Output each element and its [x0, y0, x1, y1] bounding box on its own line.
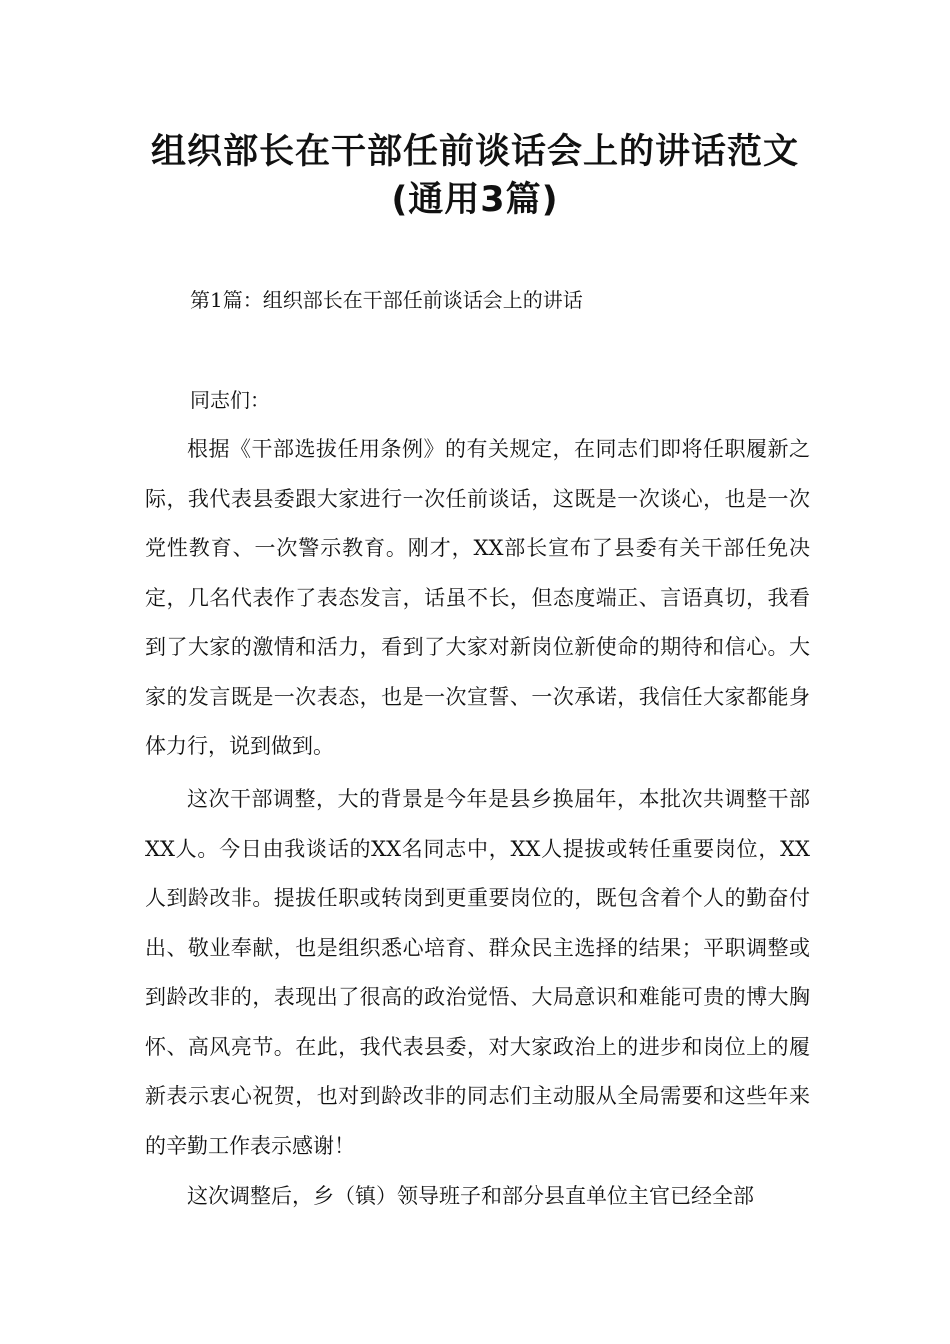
body-paragraph: 这次干部调整，大的背景是今年是县乡换届年，本批次共调整干部XX人。今日由我谈话的XX名同志中，XX人提拔或转任重要岗位，XX人到龄改非。提拔任职或转岗到更重要岗位的，既包含着个人的勤奋付出、敬业奉献，也是组织悉心培育、群众民主选择的结果；平职调整或到龄改非的，表现出了很高的政治觉悟、大局意识和难能可贵的博大胸怀、高风亮节。在此，我代表县委，对大家政治上的进步和岗位上的履新表示衷心祝贺，也对到龄改非的同志们主动服从全局需要和这些年来的辛勤工作表示感谢！	[145, 787, 810, 1158]
document-title: 组织部长在干部任前谈话会上的讲话范文(通用3篇)	[150, 132, 799, 220]
body-paragraph: 这次调整后，乡（镇）领导班子和部分县直单位主官已经全部	[187, 1184, 754, 1208]
body-paragraph: 根据《干部选拔任用条例》的有关规定，在同志们即将任职履新之际，我代表县委跟大家进行一次任前谈话，这既是一次谈心，也是一次党性教育、一次警示教育。刚才，XX部长宣布了县委有关干部任免决定，几名代表作了表态发言，话虽不长，但态度端正、言语真切，我看到了大家的激情和活力，看到了大家对新岗位新使命的期待和信心。大家的发言既是一次表态，也是一次宣誓、一次承诺，我信任大家都能身体力行，说到做到。	[145, 437, 810, 758]
salutation: 同志们：	[190, 388, 270, 412]
section-heading: 第1篇：组织部长在干部任前谈话会上的讲话	[190, 288, 583, 312]
